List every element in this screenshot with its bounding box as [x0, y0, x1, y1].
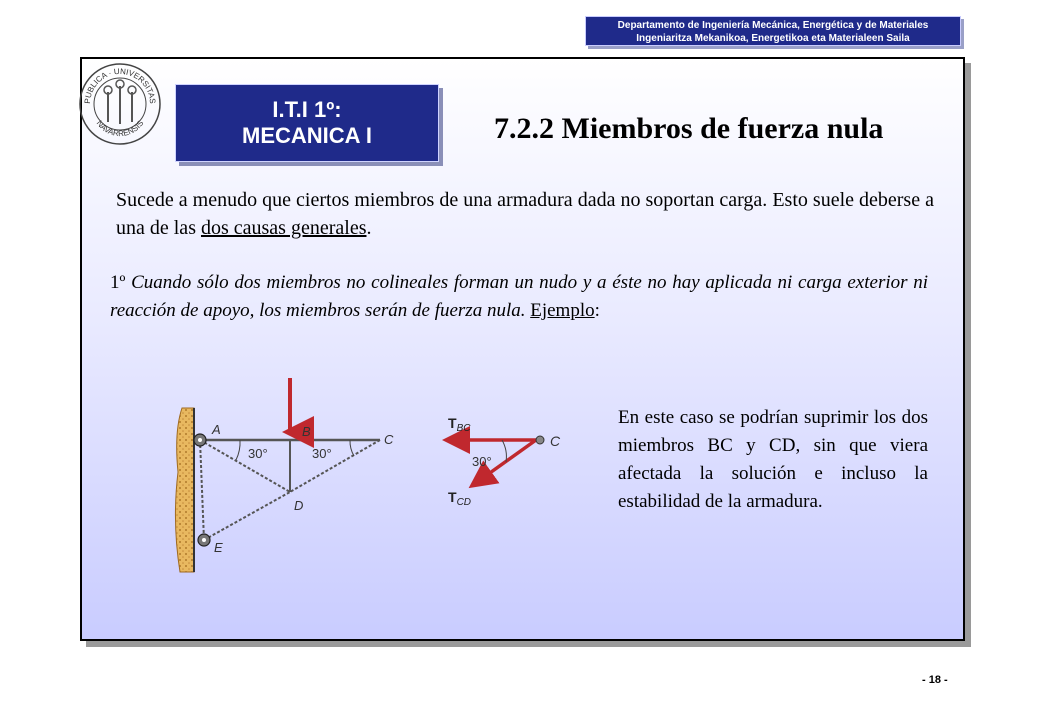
course-badge: [175, 84, 439, 162]
label-c: C: [384, 432, 394, 447]
department-banner: [585, 16, 961, 46]
cause-paragraph: [110, 269, 928, 325]
member-ed: [204, 492, 290, 540]
seal-top-text: PUBLICA · UNIVERSITAS: [82, 66, 158, 105]
angle-label-2: 30°: [312, 446, 332, 461]
label-d: D: [294, 498, 304, 513]
course-name: MECANICA I: [242, 123, 372, 148]
university-seal-logo: [78, 62, 162, 146]
force-tbc-label: $T_{BC}$: [448, 415, 471, 434]
seal-bottom-text: NAVARRENSIS: [94, 118, 146, 139]
department-name-eu: Ingeniaritza Mekanikoa, Energetikoa eta Materialeen Saila: [636, 33, 910, 44]
slide-title: 7.2.2 Miembros de fuerza nula: [494, 112, 884, 145]
label-e: E: [214, 540, 223, 555]
force-tcd-label: $T_{CD}$: [448, 489, 472, 508]
explanation-paragraph: En este caso se podrían suprimir los dos miembros BC y CD, sin que viera afectada la solución e incluso la estabilidad de la armadura.: [618, 407, 928, 512]
intro-underlined: dos causas generales: [200, 217, 367, 239]
label-b: B: [302, 424, 311, 439]
intro-end: .: [366, 217, 372, 239]
node-label-c: C: [550, 433, 561, 449]
cause-number: 1º: [110, 272, 126, 293]
example-label: Ejemplo: [530, 300, 595, 321]
intro-paragraph: [116, 186, 934, 242]
example-colon: :: [594, 300, 600, 321]
wall-support: [175, 408, 194, 572]
cause-text: Cuando sólo dos miembros no colineales forman un nudo y a éste no hay aplicada ni carga exterior ni reacción de apoyo, los miembros serán de fuerza nula.: [110, 272, 928, 321]
truss-diagram: [160, 372, 410, 584]
member-ad: [200, 440, 290, 492]
fbd-angle-label: 30°: [472, 454, 492, 469]
free-body-diagram-c: [440, 408, 580, 518]
course-code: I.T.I 1º:: [272, 97, 342, 122]
member-ae: [200, 440, 204, 540]
page-number: - 18 -: [922, 674, 948, 686]
intro-text: Sucede a menudo que ciertos miembros de una armadura dada no soportan carga. Esto suele deberse a una de las: [116, 189, 934, 239]
label-a: A: [212, 422, 221, 437]
angle-label-1: 30°: [248, 446, 268, 461]
member-cd: [290, 440, 380, 492]
department-name-es: Departamento de Ingeniería Mecánica, Energética y de Materiales: [617, 20, 929, 31]
